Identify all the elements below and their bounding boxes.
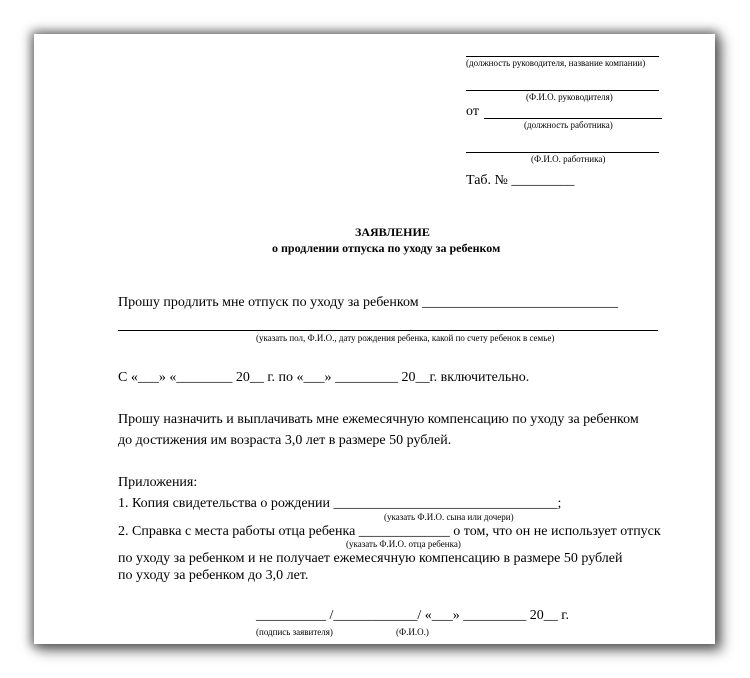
attachment-item-2-line-3: по уходу за ребенком до 3,0 лет. — [118, 568, 309, 583]
tab-number[interactable]: Таб. № _________ — [466, 173, 575, 188]
request-line: Прошу продлить мне отпуск по уходу за ребенком ____________________________ — [118, 295, 619, 310]
attachment-item-2-line-2: по уходу за ребенком и не получает ежемесячную компенсацию в размере 50 рублей — [118, 551, 623, 566]
document-title: ЗАЯВЛЕНИЕ — [355, 225, 430, 239]
attachments-heading: Приложения: — [118, 475, 198, 490]
document-subtitle: о продлении отпуска по уходу за ребенком — [272, 241, 501, 255]
employee-position-caption: (должность работника) — [524, 120, 613, 130]
signature-line: __________ /____________/ «___» _________ 20__ г. — [256, 608, 569, 623]
compensation-line-1: Прошу назначить и выплачивать мне ежемесячную компенсацию по уходу за ребенком — [118, 412, 639, 427]
attachment-item-1: 1. Копия свидетельства о рождении ________________________________; — [118, 496, 562, 511]
attachment-item-2-caption: (указать Ф.И.О. отца ребенка) — [346, 539, 461, 549]
employee-position-line[interactable] — [484, 118, 662, 119]
manager-name-caption: (Ф.И.О. руководителя) — [526, 92, 613, 102]
signature-caption: (подпись заявителя) — [256, 627, 333, 637]
from-label: от — [466, 104, 479, 119]
child-info-caption: (указать пол, Ф.И.О., дату рождения ребенка, какой по счету ребенок в семье) — [256, 333, 555, 343]
employee-name-caption: (Ф.И.О. работника) — [531, 154, 606, 164]
child-info-line[interactable] — [118, 330, 658, 331]
employee-name-line[interactable] — [466, 152, 659, 153]
name-caption: (Ф.И.О.) — [396, 627, 429, 637]
attachment-item-2-line-1: 2. Справка с места работы отца ребенка _____________ о том, что он не использует отпуск — [118, 524, 661, 539]
manager-position-line[interactable] — [466, 56, 659, 57]
compensation-line-2: до достижения им возраста 3,0 лет в размере 50 рублей. — [118, 433, 452, 448]
period-line: С «___» «________ 20__ г. по «___» _________ 20__г. включительно. — [118, 370, 530, 385]
manager-position-caption: (должность руководителя, название компании) — [466, 58, 646, 68]
manager-name-line[interactable] — [466, 90, 659, 91]
document-page — [34, 34, 715, 644]
attachment-item-1-caption: (указать Ф.И.О. сына или дочери) — [384, 512, 514, 522]
